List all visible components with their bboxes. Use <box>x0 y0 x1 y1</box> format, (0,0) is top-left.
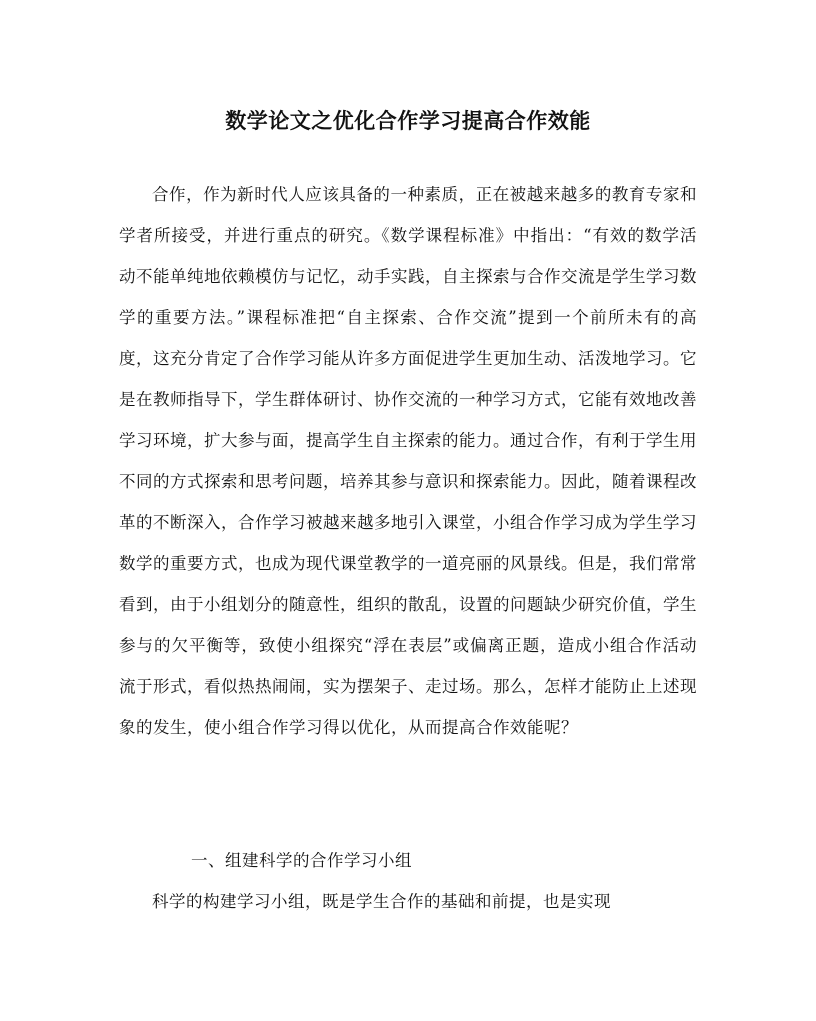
section-heading-1: 一、组建科学的合作学习小组 <box>191 851 412 870</box>
body-paragraph-intro: 合作，作为新时代人应该具备的一种素质，正在被越来越多的教育专家和学者所接受，并进行重点的研究。《数学课程标准》中指出：“有效的数学活动不能单纯地依赖模仿与记忆，动手实践，自主探索与合作交流是学生学习数学的重要方法。”课程标准把“自主探索、合作交流”提到一个前所未有的高度，这充分肯定了合作学习能从许多方面促进学生更加生动、活泼地学习。它是在教师指导下，学生群体研讨、协作交流的一种学习方式，它能有效地改善学习环境，扩大参与面，提高学生自主探索的能力。通过合作，有利于学生用不同的方式探索和思考问题，培养其参与意识和探索能力。因此，随着课程改革的不断深入，合作学习被越来越多地引入课堂，小组合作学习成为学生学习数学的重要方式，也成为现代课堂教学的一道亮丽的风景线。但是，我们常常看到，由于小组划分的随意性，组织的散乱，设置的问题缺少研究价值，学生参与的欠平衡等，致使小组探究“浮在表层”或偏离正题，造成小组合作活动流于形式，看似热热闹闹，实为摆架子、走过场。那么，怎样才能防止上述现象的发生，使小组合作学习得以优化，从而提高合作效能呢？ <box>119 185 697 737</box>
body-paragraph-section-1: 科学的构建学习小组，既是学生合作的基础和前提，也是实现 <box>152 892 611 911</box>
document-title: 数学论文之优化合作学习提高合作效能 <box>225 108 591 133</box>
